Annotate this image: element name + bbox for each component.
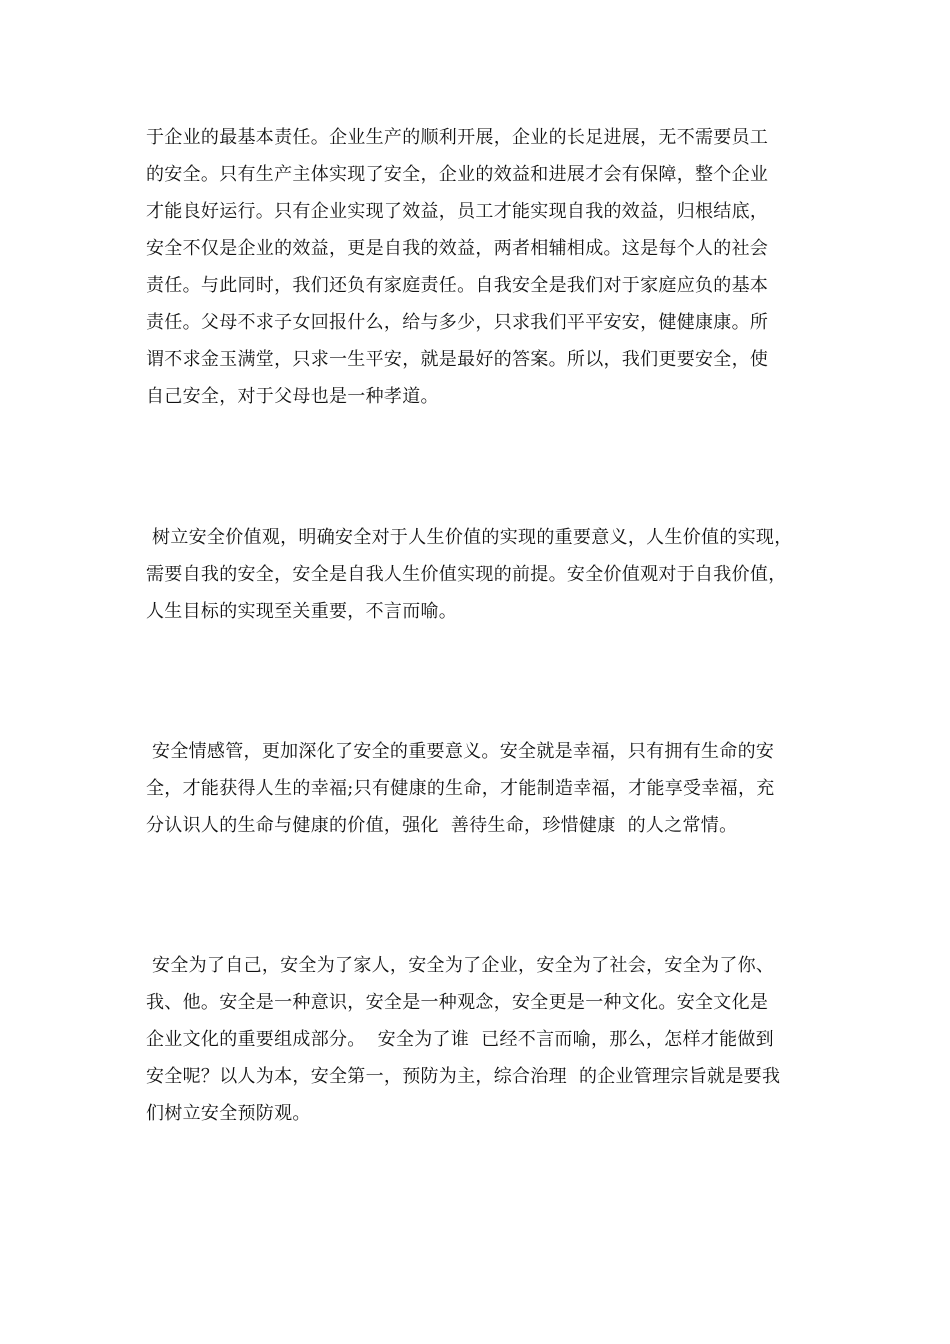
text-line: 全，才能获得人生的幸福;只有健康的生命，才能制造幸福，才能享受幸福，充 [146,778,775,799]
paragraph-3 [146,733,836,844]
text-line: 于企业的最基本责任。企业生产的顺利开展，企业的长足进展，无不需要员工 [146,127,769,148]
text-line: 安全为了自己，安全为了家人，安全为了企业，安全为了社会，安全为了你、 [146,955,775,976]
text-line: 安全不仅是企业的效益，更是自我的效益，两者相辅相成。这是每个人的社会 [146,238,769,259]
text-line: 的安全。只有生产主体实现了安全，企业的效益和进展才会有保障，整个企业 [146,164,769,185]
text-line: 自己安全，对于父母也是一种孝道。 [146,386,439,407]
paragraph-1 [146,119,836,415]
text-line: 需要自我的安全，安全是自我人生价值实现的前提。安全价值观对于自我价值， [146,564,787,585]
text-line: 才能良好运行。只有企业实现了效益，员工才能实现自我的效益，归根结底， [146,201,769,222]
paragraph-4 [146,947,836,1132]
text-line: 树立安全价值观，明确安全对于人生价值的实现的重要意义，人生价值的实现， [146,527,793,548]
text-line: 企业文化的重要组成部分。 安全为了谁 已经不言而喻，那么，怎样才能做到 [146,1029,774,1050]
paragraph-2 [146,519,836,630]
text-line: 我、他。安全是一种意识，安全是一种观念，安全更是一种文化。安全文化是 [146,992,769,1013]
text-line: 谓不求金玉满堂，只求一生平安，就是最好的答案。所以，我们更要安全，使 [146,349,769,370]
text-line: 人生目标的实现至关重要，不言而喻。 [146,601,458,622]
text-line: 们树立安全预防观。 [146,1103,311,1124]
text-line: 分认识人的生命与健康的价值，强化 善待生命，珍惜健康 的人之常情。 [146,815,738,836]
text-line: 责任。与此同时，我们还负有家庭责任。自我安全是我们对于家庭应负的基本 [146,275,769,296]
text-line: 责任。父母不求子女回报什么，给与多少，只求我们平平安安，健健康康。所 [146,312,769,333]
text-line: 安全情感管，更加深化了安全的重要意义。安全就是幸福，只有拥有生命的安 [146,741,775,762]
text-line: 安全呢？以人为本，安全第一，预防为主，综合治理 的企业管理宗旨就是要我 [146,1066,781,1087]
